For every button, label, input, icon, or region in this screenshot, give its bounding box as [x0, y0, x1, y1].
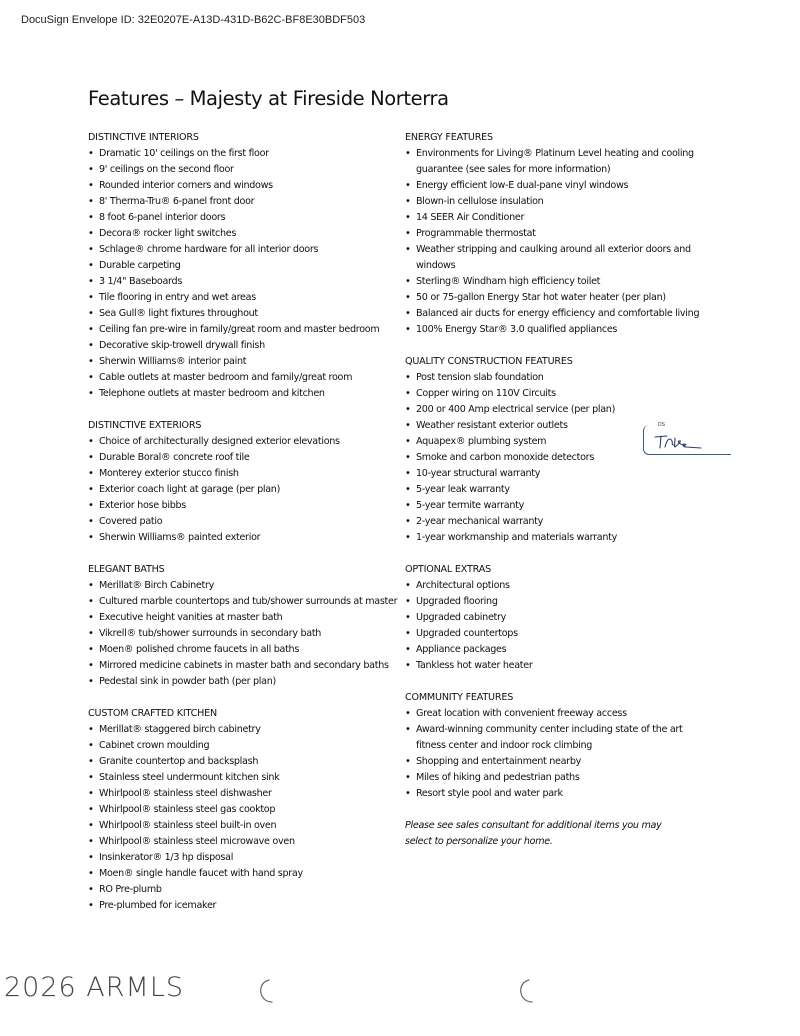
list-item: • Balanced air ducts for energy efficiency and comfortable living — [405, 306, 705, 322]
list-item: • Award-winning community center including state of the art fitness center and indoor rock climbing — [405, 722, 705, 754]
section-heading: ELEGANT BATHS — [88, 564, 165, 575]
list-item: • 8' Therma-Tru® 6-panel front door — [88, 194, 408, 210]
initials-signature-box — [643, 422, 731, 457]
section-heading: CUSTOM CRAFTED KITCHEN — [88, 708, 217, 719]
section-energy-features — [405, 130, 705, 338]
list-item: • 5-year leak warranty — [405, 482, 705, 498]
list-item: • 2-year mechanical warranty — [405, 514, 705, 530]
list-item: • Programmable thermostat — [405, 226, 705, 242]
list-item: • Telephone outlets at master bedroom and kitchen — [88, 386, 408, 402]
list-item: • Sherwin Williams® interior paint — [88, 354, 408, 370]
list-item: • Dramatic 10' ceilings on the first floor — [88, 146, 408, 162]
feature-list — [88, 434, 408, 546]
ds-label: DS — [658, 422, 665, 428]
list-item: • Durable carpeting — [88, 258, 408, 274]
list-item: • Moen® single handle faucet with hand spray — [88, 866, 408, 882]
section-heading: COMMUNITY FEATURES — [405, 692, 514, 703]
list-item: • Vikrell® tub/shower surrounds in secondary bath — [88, 626, 408, 642]
section-elegant-baths — [88, 562, 408, 690]
feature-list — [88, 722, 408, 914]
feature-list — [405, 370, 705, 546]
list-item: • 8 foot 6-panel interior doors — [88, 210, 408, 226]
list-item: • 3 1/4" Baseboards — [88, 274, 408, 290]
section-optional-extras — [405, 562, 705, 674]
list-item: • Cabinet crown moulding — [88, 738, 408, 754]
list-item: • 1-year workmanship and materials warranty — [405, 530, 705, 546]
list-item: • Exterior hose bibbs — [88, 498, 408, 514]
list-item: • RO Pre-plumb — [88, 882, 408, 898]
right-column — [405, 130, 705, 850]
list-item: • Durable Boral® concrete roof tile — [88, 450, 408, 466]
section-heading: DISTINCTIVE EXTERIORS — [88, 420, 202, 431]
list-item: • 100% Energy Star® 3.0 qualified appliances — [405, 322, 705, 338]
list-item: • Choice of architecturally designed exterior elevations — [88, 434, 408, 450]
feature-list — [405, 146, 705, 338]
section-heading: QUALITY CONSTRUCTION FEATURES — [405, 356, 573, 367]
list-item: • Decorative skip-trowell drywall finish — [88, 338, 408, 354]
section-heading: ENERGY FEATURES — [405, 132, 493, 143]
crescent-icon — [516, 978, 534, 1004]
list-item: • Blown-in cellulose insulation — [405, 194, 705, 210]
list-item: • Post tension slab foundation — [405, 370, 705, 386]
list-item: • Weather stripping and caulking around all exterior doors and windows — [405, 242, 705, 274]
list-item: • Ceiling fan pre-wire in family/great room and master bedroom — [88, 322, 408, 338]
list-item: • 14 SEER Air Conditioner — [405, 210, 705, 226]
list-item: • Energy efficient low-E dual-pane vinyl windows — [405, 178, 705, 194]
list-item: • Merillat® Birch Cabinetry — [88, 578, 408, 594]
list-item: • Smoke and carbon monoxide detectors — [405, 450, 705, 466]
page-title: Features – Majesty at Fireside Norterra — [88, 87, 449, 110]
envelope-id: DocuSign Envelope ID: 32E0207E-A13D-431D-B62C-BF8E30BDF503 — [21, 14, 366, 26]
feature-list — [88, 146, 408, 402]
list-item: • Schlage® chrome hardware for all interior doors — [88, 242, 408, 258]
left-column — [88, 130, 408, 930]
list-item: • 10-year structural warranty — [405, 466, 705, 482]
section-heading: DISTINCTIVE INTERIORS — [88, 132, 199, 143]
list-item: • Rounded interior corners and windows — [88, 178, 408, 194]
list-item: • Mirrored medicine cabinets in master bath and secondary baths — [88, 658, 408, 674]
list-item: • Shopping and entertainment nearby — [405, 754, 705, 770]
list-item: • Miles of hiking and pedestrian paths — [405, 770, 705, 786]
list-item: • Covered patio — [88, 514, 408, 530]
list-item: • Exterior coach light at garage (per plan) — [88, 482, 408, 498]
list-item: • Insinkerator® 1/3 hp disposal — [88, 850, 408, 866]
section-community-features — [405, 690, 705, 802]
list-item: • Pre-plumbed for icemaker — [88, 898, 408, 914]
list-item: • Upgraded cabinetry — [405, 610, 705, 626]
list-item: • Upgraded flooring — [405, 594, 705, 610]
list-item: • Resort style pool and water park — [405, 786, 705, 802]
initials-signature-icon — [653, 431, 713, 453]
list-item: • 50 or 75-gallon Energy Star hot water heater (per plan) — [405, 290, 705, 306]
list-item: • Tankless hot water heater — [405, 658, 705, 674]
section-distinctive-exteriors — [88, 418, 408, 546]
list-item: • Cultured marble countertops and tub/shower surrounds at master — [88, 594, 408, 610]
list-item: • Aquapex® plumbing system — [405, 434, 705, 450]
list-item: • Architectural options — [405, 578, 705, 594]
section-custom-kitchen — [88, 706, 408, 914]
list-item: • Sea Gull® light fixtures throughout — [88, 306, 408, 322]
list-item: • Whirlpool® stainless steel gas cooktop — [88, 802, 408, 818]
list-item: • Copper wiring on 110V Circuits — [405, 386, 705, 402]
list-item: • Upgraded countertops — [405, 626, 705, 642]
list-item: • Moen® polished chrome faucets in all baths — [88, 642, 408, 658]
list-item: • Granite countertop and backsplash — [88, 754, 408, 770]
list-item: • 5-year termite warranty — [405, 498, 705, 514]
list-item: • Decora® rocker light switches — [88, 226, 408, 242]
list-item: • Sterling® Windham high efficiency toilet — [405, 274, 705, 290]
footer-watermark: 2026 ARMLS — [4, 972, 185, 1003]
list-item: • Merillat® staggered birch cabinetry — [88, 722, 408, 738]
list-item: • Tile flooring in entry and wet areas — [88, 290, 408, 306]
list-item: • Weather resistant exterior outlets — [405, 418, 705, 434]
list-item: • Whirlpool® stainless steel microwave oven — [88, 834, 408, 850]
section-heading: OPTIONAL EXTRAS — [405, 564, 491, 575]
feature-list — [405, 706, 705, 802]
list-item: • Pedestal sink in powder bath (per plan) — [88, 674, 408, 690]
list-item: • Environments for Living® Platinum Level heating and cooling guarantee (see sales for more information) — [405, 146, 705, 178]
sales-note: Please see sales consultant for additional items you may select to personalize your home. — [405, 820, 662, 847]
list-item: • 200 or 400 Amp electrical service (per plan) — [405, 402, 705, 418]
list-item: • Whirlpool® stainless steel dishwasher — [88, 786, 408, 802]
list-item: • Cable outlets at master bedroom and family/great room — [88, 370, 408, 386]
list-item: • Executive height vanities at master bath — [88, 610, 408, 626]
feature-list — [405, 578, 705, 674]
list-item: • Appliance packages — [405, 642, 705, 658]
list-item: • Sherwin Williams® painted exterior — [88, 530, 408, 546]
list-item: • Whirlpool® stainless steel built-in oven — [88, 818, 408, 834]
feature-list — [88, 578, 408, 690]
crescent-icon — [256, 978, 274, 1004]
section-distinctive-interiors — [88, 130, 408, 402]
list-item: • Stainless steel undermount kitchen sink — [88, 770, 408, 786]
list-item: • Monterey exterior stucco finish — [88, 466, 408, 482]
list-item: • 9' ceilings on the second floor — [88, 162, 408, 178]
list-item: • Great location with convenient freeway access — [405, 706, 705, 722]
